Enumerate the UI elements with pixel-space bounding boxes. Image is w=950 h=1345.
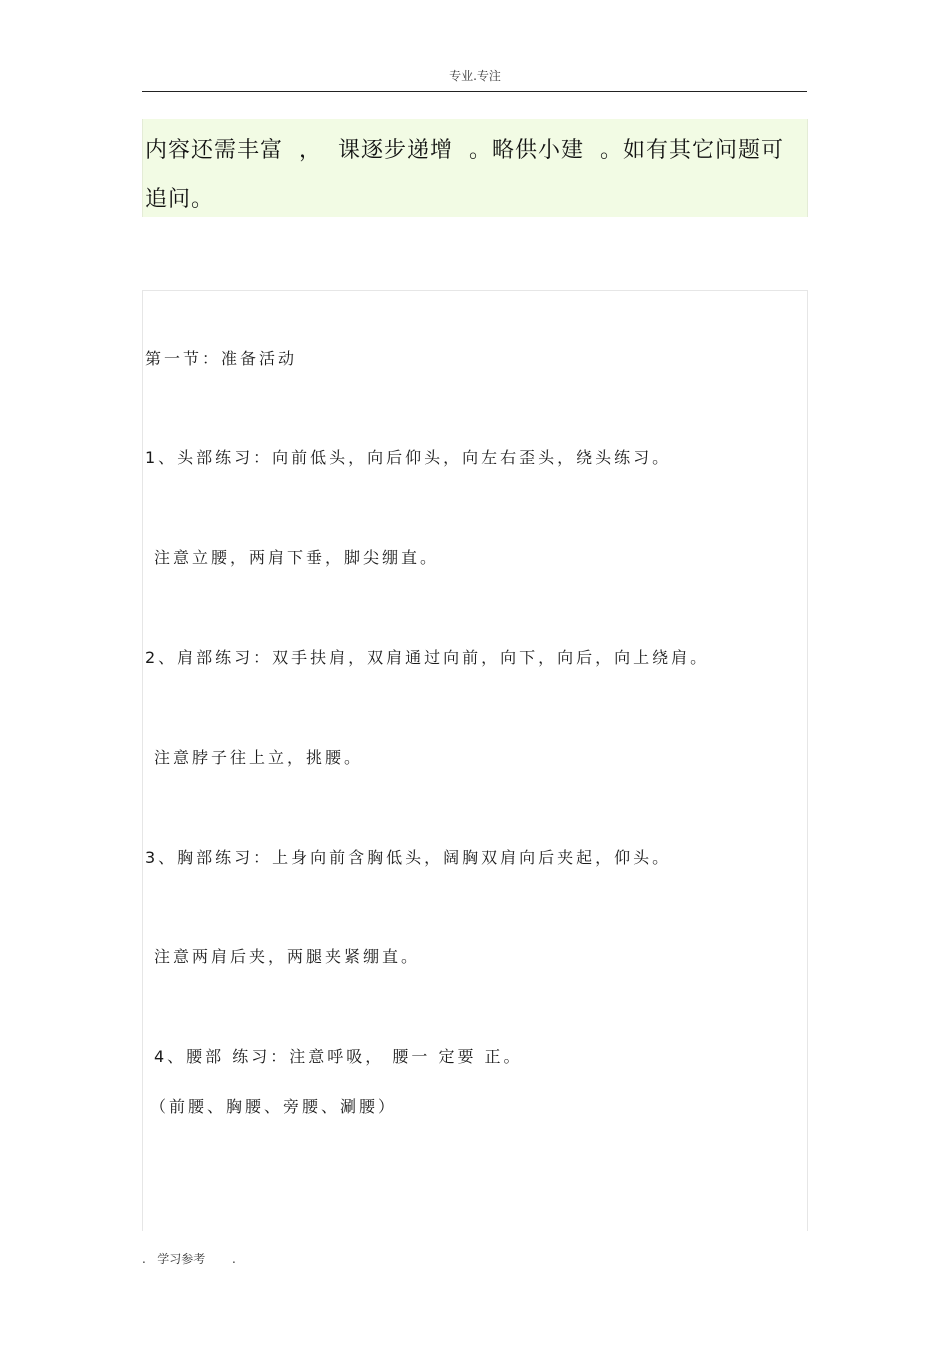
page-footer: . 学习参考 . <box>142 1252 236 1266</box>
exercise-waist: 4、腰部 练习：注意呼吸， 腰一 定要 正。 <box>154 1047 523 1066</box>
note-box <box>142 119 808 217</box>
note-shoulder: 注意脖子往上立，挑腰。 <box>154 748 364 767</box>
page-header: 专业.专注 <box>449 69 501 83</box>
header-divider <box>142 91 807 92</box>
note-line-2: 追问。 <box>145 187 215 212</box>
note-head: 注意立腰，两肩下垂，脚尖绷直。 <box>154 548 440 567</box>
content-box <box>142 290 808 1231</box>
section-title: 第一节：准备活动 <box>145 349 298 368</box>
note-line-1: 内容还需丰富 ， 课逐步递增 。略供小建 。如有其它问题可 <box>145 138 784 163</box>
exercise-head: 1、头部练习：向前低头，向后仰头，向左右歪头，绕头练习。 <box>145 448 672 467</box>
exercise-shoulder: 2、肩部练习：双手扶肩，双肩通过向前，向下，向后，向上绕肩。 <box>145 648 710 667</box>
exercise-chest: 3、胸部练习：上身向前含胸低头，阔胸双肩向后夹起，仰头。 <box>145 848 672 867</box>
waist-list: （前腰、胸腰、旁腰、涮腰） <box>150 1097 398 1116</box>
note-chest: 注意两肩后夹，两腿夹紧绷直。 <box>154 947 421 966</box>
